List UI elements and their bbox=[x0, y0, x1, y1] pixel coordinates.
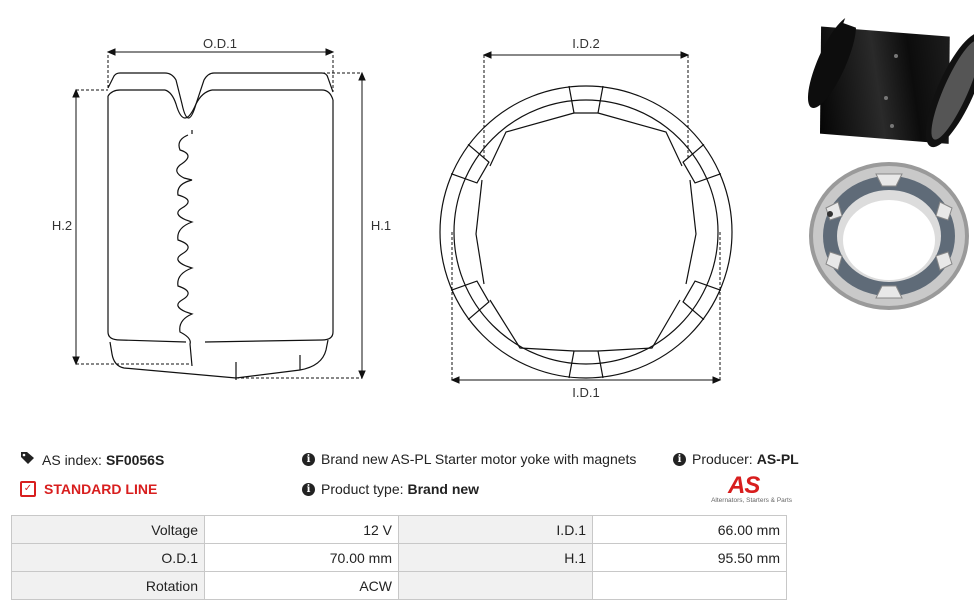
spec-label bbox=[399, 572, 593, 600]
logo-mark: AS bbox=[728, 472, 760, 499]
producer-value: AS-PL bbox=[756, 451, 799, 467]
spec-value: ACW bbox=[205, 572, 399, 600]
description-text: Brand new AS-PL Starter motor yoke with magnets bbox=[321, 451, 637, 467]
product-type-row bbox=[302, 481, 479, 497]
spec-label: I.D.1 bbox=[399, 516, 593, 544]
spec-label: Voltage bbox=[12, 516, 205, 544]
product-photo-side bbox=[806, 6, 974, 158]
product-type-value: Brand new bbox=[407, 481, 480, 497]
standard-line-label: STANDARD LINE bbox=[44, 481, 158, 497]
tag-icon bbox=[20, 451, 36, 468]
product-photo-top bbox=[806, 160, 972, 312]
standard-line-row bbox=[20, 481, 157, 497]
spec-label: H.1 bbox=[399, 544, 593, 572]
spec-value: 70.00 mm bbox=[205, 544, 399, 572]
table-row bbox=[12, 544, 787, 572]
producer-label: Producer: bbox=[692, 451, 753, 467]
info-circle-icon: i bbox=[302, 483, 315, 496]
spec-value: 12 V bbox=[205, 516, 399, 544]
spec-value bbox=[593, 572, 787, 600]
check-square-icon: ✓ bbox=[20, 481, 36, 497]
dim-id2-label: I.D.2 bbox=[572, 36, 600, 51]
top-view-inner-arcs bbox=[476, 113, 696, 351]
product-type-label: Product type: bbox=[321, 481, 404, 497]
dim-od1-label: O.D.1 bbox=[203, 36, 237, 51]
top-dimensions bbox=[452, 52, 720, 383]
dim-h2-label: H.2 bbox=[51, 218, 73, 233]
spec-label: Rotation bbox=[12, 572, 205, 600]
table-row bbox=[12, 516, 787, 544]
spec-label: O.D.1 bbox=[12, 544, 205, 572]
side-dimensions bbox=[73, 49, 365, 378]
dim-id1-label: I.D.1 bbox=[572, 385, 600, 400]
description-row bbox=[302, 451, 636, 467]
top-view bbox=[440, 86, 732, 378]
specs-table bbox=[11, 515, 787, 600]
as-index-row bbox=[20, 451, 164, 468]
table-row bbox=[12, 572, 787, 600]
info-circle-icon: i bbox=[673, 453, 686, 466]
logo-subtitle: Alternators, Starters & Parts bbox=[711, 497, 792, 504]
dim-h1-label: H.1 bbox=[370, 218, 392, 233]
as-index-label: AS index: bbox=[42, 451, 102, 468]
info-circle-icon: i bbox=[302, 453, 315, 466]
as-index-value: SF0056S bbox=[105, 451, 165, 468]
side-view bbox=[108, 73, 333, 380]
producer-row bbox=[673, 451, 799, 467]
spec-value: 66.00 mm bbox=[593, 516, 787, 544]
spec-value: 95.50 mm bbox=[593, 544, 787, 572]
as-pl-logo bbox=[700, 472, 792, 506]
